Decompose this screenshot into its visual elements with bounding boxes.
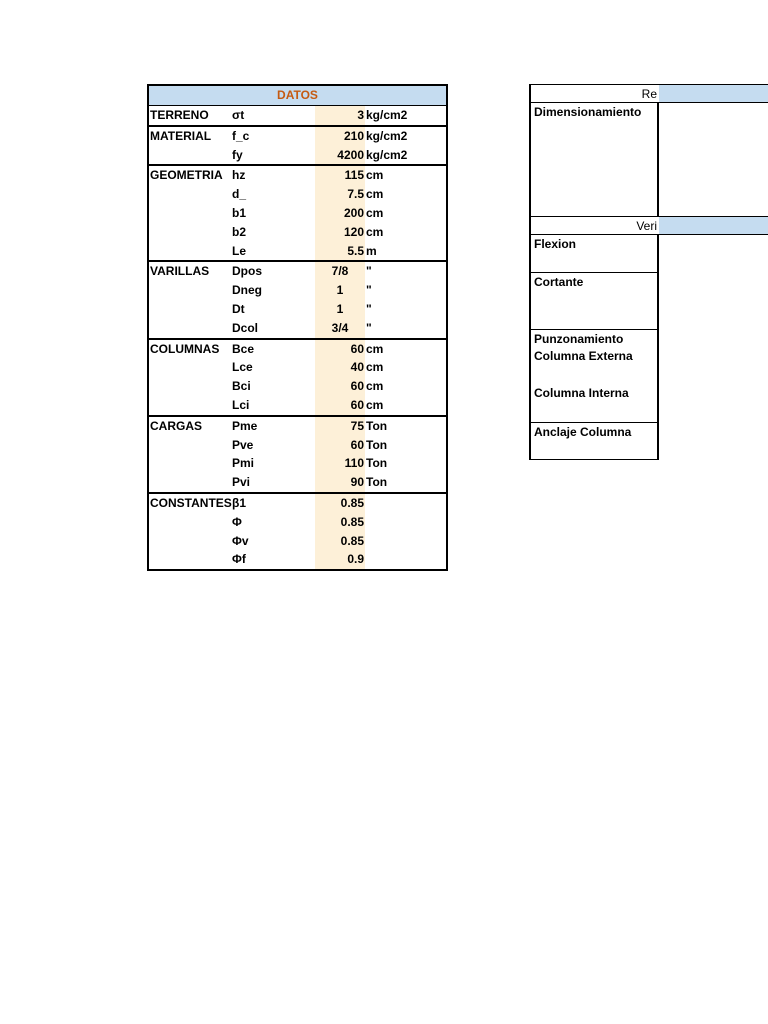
- datos-group-constantes: [149, 494, 446, 569]
- datos-row: [149, 281, 446, 300]
- flexion-cell: [529, 235, 659, 273]
- symbol-label: Bci: [232, 379, 251, 394]
- unit-label: Ton: [366, 437, 388, 452]
- verificaciones-header-text: Veri: [636, 219, 657, 233]
- unit-label: ": [366, 283, 372, 298]
- datos-row: [149, 454, 446, 473]
- value-cell[interactable]: 60: [315, 396, 365, 415]
- datos-row: [149, 106, 446, 125]
- category-label: GEOMETRIA: [150, 168, 223, 183]
- datos-group-material: [149, 127, 446, 167]
- symbol-label: Pve: [232, 437, 254, 452]
- category-label: TERRENO: [150, 108, 209, 122]
- cortante-cell: [529, 273, 659, 330]
- value-cell[interactable]: 5.5: [315, 242, 365, 261]
- datos-row: [149, 146, 446, 165]
- symbol-label: Pvi: [232, 475, 251, 490]
- unit-label: cm: [366, 341, 384, 356]
- unit-label: cm: [366, 205, 384, 220]
- datos-row: [149, 185, 446, 204]
- flexion-label: Flexion: [534, 237, 577, 251]
- value-cell[interactable]: 60: [315, 377, 365, 396]
- symbol-label: Φf: [232, 552, 246, 567]
- value-cell[interactable]: 200: [315, 204, 365, 223]
- datos-row: [149, 262, 446, 281]
- value-cell[interactable]: 7.5: [315, 185, 365, 204]
- datos-row: [149, 204, 446, 223]
- value-cell[interactable]: 0.9: [315, 550, 365, 569]
- datos-row: [149, 340, 446, 359]
- value-cell[interactable]: 210: [315, 127, 365, 146]
- value-cell[interactable]: 0.85: [315, 532, 365, 551]
- symbol-label: β1: [232, 495, 246, 510]
- dimensionamiento-cell: [529, 103, 659, 216]
- value-cell[interactable]: 40: [315, 358, 365, 377]
- datos-group-geometria: [149, 166, 446, 262]
- unit-label: ": [366, 264, 372, 279]
- value-cell[interactable]: 7/8: [315, 262, 365, 281]
- symbol-label: Lce: [232, 360, 253, 375]
- unit-label: cm: [366, 379, 384, 394]
- resultados-header-text: Re: [641, 87, 657, 101]
- value-cell[interactable]: 110: [315, 454, 365, 473]
- unit-label: kg/cm2: [366, 128, 408, 143]
- value-cell[interactable]: 60: [315, 340, 365, 359]
- resultados-table: [529, 84, 768, 460]
- category-label: MATERIAL: [150, 128, 212, 143]
- datos-row: [149, 358, 446, 377]
- datos-row: [149, 377, 446, 396]
- unit-label: cm: [366, 168, 384, 183]
- resultados-header-edge: [529, 84, 531, 103]
- symbol-label: f_c: [232, 128, 250, 143]
- unit-label: ": [366, 320, 372, 335]
- category-label: CONSTANTES: [150, 495, 232, 510]
- punzonamiento-cell: [529, 330, 659, 423]
- datos-row: [149, 127, 446, 146]
- datos-group-columnas: [149, 340, 446, 417]
- verificaciones-header-edge: [529, 216, 531, 235]
- anclaje-columna-cell: [529, 423, 659, 460]
- unit-label: Ton: [366, 475, 388, 490]
- value-cell[interactable]: 0.85: [315, 494, 365, 513]
- datos-group-cargas: [149, 417, 446, 494]
- value-cell[interactable]: 120: [315, 223, 365, 242]
- datos-row: [149, 532, 446, 551]
- symbol-label: Φ: [232, 514, 242, 529]
- unit-label: kg/cm2: [366, 147, 408, 162]
- symbol-label: Bce: [232, 341, 255, 356]
- symbol-label: Dneg: [232, 283, 262, 298]
- value-cell[interactable]: 3: [315, 106, 365, 125]
- datos-row: [149, 436, 446, 455]
- category-label: VARILLAS: [150, 264, 210, 279]
- columna-externa-label: Columna Externa: [534, 349, 633, 363]
- category-label: COLUMNAS: [150, 341, 220, 356]
- unit-label: m: [366, 243, 377, 258]
- resultados-header: [529, 84, 768, 103]
- unit-label: cm: [366, 187, 384, 202]
- symbol-label: σt: [232, 108, 245, 122]
- category-label: CARGAS: [150, 418, 203, 433]
- value-cell[interactable]: 3/4: [315, 319, 365, 338]
- cortante-label: Cortante: [534, 275, 584, 289]
- symbol-label: Dt: [232, 301, 245, 316]
- datos-row: [149, 513, 446, 532]
- symbol-label: Dpos: [232, 264, 262, 279]
- value-cell[interactable]: 75: [315, 417, 365, 436]
- symbol-label: hz: [232, 168, 246, 183]
- datos-table: [147, 84, 448, 571]
- dimensionamiento-label: Dimensionamiento: [534, 105, 642, 119]
- value-cell[interactable]: 90: [315, 473, 365, 492]
- symbol-label: Le: [232, 243, 247, 258]
- symbol-label: Lci: [232, 397, 250, 412]
- anclaje-columna-label: Anclaje Columna: [534, 425, 632, 439]
- datos-row: [149, 242, 446, 261]
- symbol-label: d_: [232, 187, 247, 202]
- symbol-label: b2: [232, 224, 247, 239]
- datos-row: [149, 396, 446, 415]
- unit-label: Ton: [366, 456, 388, 471]
- datos-row: [149, 223, 446, 242]
- datos-row: [149, 550, 446, 569]
- value-cell[interactable]: 1: [315, 281, 365, 300]
- datos-body: [149, 106, 446, 569]
- columna-interna-label: Columna Interna: [534, 386, 629, 400]
- value-cell[interactable]: 4200: [315, 146, 365, 165]
- symbol-label: Dcol: [232, 320, 259, 335]
- symbol-label: b1: [232, 205, 247, 220]
- value-cell[interactable]: 1: [315, 300, 365, 319]
- unit-label: cm: [366, 397, 384, 412]
- value-cell[interactable]: 115: [315, 166, 365, 185]
- datos-header: DATOS: [149, 86, 446, 106]
- value-cell[interactable]: 60: [315, 436, 365, 455]
- datos-row: [149, 166, 446, 185]
- symbol-label: Pmi: [232, 456, 255, 471]
- symbol-label: Φv: [232, 533, 249, 548]
- datos-group-varillas: [149, 262, 446, 339]
- symbol-label: fy: [232, 147, 243, 162]
- unit-label: cm: [366, 224, 384, 239]
- verificaciones-header: [529, 216, 768, 235]
- unit-label: Ton: [366, 418, 388, 433]
- datos-group-terreno: [149, 106, 446, 127]
- value-cell[interactable]: 0.85: [315, 513, 365, 532]
- symbol-label: Pme: [232, 418, 258, 433]
- datos-row: [149, 494, 446, 513]
- datos-row: [149, 319, 446, 338]
- resultados-header-fill: [659, 85, 768, 102]
- punzonamiento-label: Punzonamiento: [534, 332, 624, 346]
- unit-label: cm: [366, 360, 384, 375]
- datos-row: [149, 300, 446, 319]
- unit-label: kg/cm2: [366, 108, 408, 122]
- unit-label: ": [366, 301, 372, 316]
- datos-row: [149, 417, 446, 436]
- datos-row: [149, 473, 446, 492]
- verificaciones-header-fill: [659, 217, 768, 234]
